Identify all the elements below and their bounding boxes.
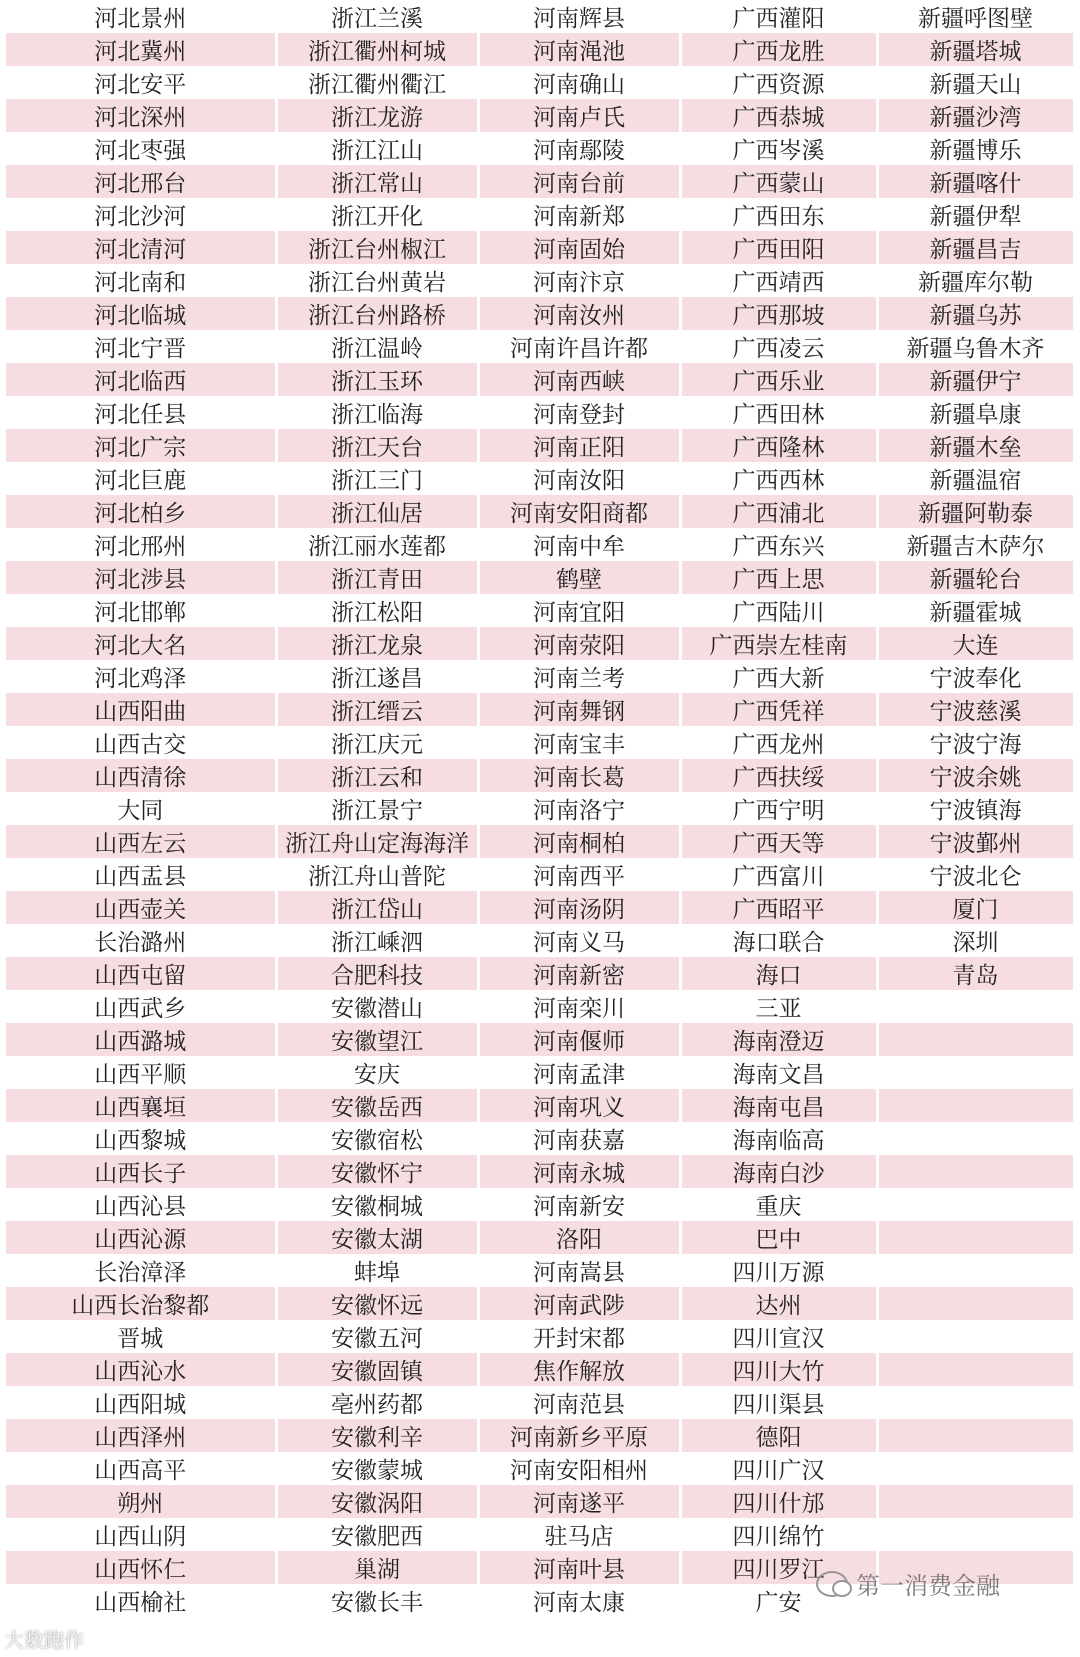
table-cell bbox=[877, 1419, 1074, 1452]
table-cell: 广西凌云 bbox=[680, 330, 877, 363]
table-cell: 广西田东 bbox=[680, 198, 877, 231]
table-cell bbox=[877, 1452, 1074, 1485]
table-cell: 浙江三门 bbox=[276, 462, 478, 495]
table-cell: 广西灌阳 bbox=[680, 0, 877, 33]
table-cell: 浙江江山 bbox=[276, 132, 478, 165]
table-cell: 广西蒙山 bbox=[680, 165, 877, 198]
table-cell: 重庆 bbox=[680, 1188, 877, 1221]
table-cell bbox=[877, 1155, 1074, 1188]
table-cell: 河北邢台 bbox=[6, 165, 276, 198]
table-cell: 山西沁县 bbox=[6, 1188, 276, 1221]
table-cell: 山西左云 bbox=[6, 825, 276, 858]
table-cell bbox=[877, 1386, 1074, 1419]
table-cell: 安徽长丰 bbox=[276, 1584, 478, 1617]
table-cell bbox=[877, 1122, 1074, 1155]
table-row bbox=[6, 660, 1074, 693]
table-cell bbox=[877, 1518, 1074, 1551]
table-row bbox=[6, 132, 1074, 165]
table-cell: 新疆沙湾 bbox=[877, 99, 1074, 132]
table-row bbox=[6, 594, 1074, 627]
table-cell: 新疆喀什 bbox=[877, 165, 1074, 198]
table-cell: 山西沁源 bbox=[6, 1221, 276, 1254]
table-cell: 广西恭城 bbox=[680, 99, 877, 132]
table-cell: 浙江台州黄岩 bbox=[276, 264, 478, 297]
table-row bbox=[6, 99, 1074, 132]
table-row bbox=[6, 1188, 1074, 1221]
table-cell: 河北邢州 bbox=[6, 528, 276, 561]
table-cell: 四川罗江 bbox=[680, 1551, 877, 1584]
table-cell: 海南澄迈 bbox=[680, 1023, 877, 1056]
table-cell: 深圳 bbox=[877, 924, 1074, 957]
table-cell: 浙江临海 bbox=[276, 396, 478, 429]
table-cell: 广西隆林 bbox=[680, 429, 877, 462]
table-cell: 山西黎城 bbox=[6, 1122, 276, 1155]
table-cell: 新疆乌苏 bbox=[877, 297, 1074, 330]
table-cell: 海南屯昌 bbox=[680, 1089, 877, 1122]
table-cell: 安徽怀宁 bbox=[276, 1155, 478, 1188]
table-cell: 河南桐柏 bbox=[478, 825, 680, 858]
table-cell: 四川广汉 bbox=[680, 1452, 877, 1485]
table-cell: 浙江景宁 bbox=[276, 792, 478, 825]
table-cell bbox=[877, 1287, 1074, 1320]
table-cell: 山西潞城 bbox=[6, 1023, 276, 1056]
table-cell bbox=[877, 1254, 1074, 1287]
table-cell: 河南巩义 bbox=[478, 1089, 680, 1122]
table-cell: 山西武乡 bbox=[6, 990, 276, 1023]
table-cell: 河南汤阴 bbox=[478, 891, 680, 924]
table-cell: 河北涉县 bbox=[6, 561, 276, 594]
table-cell: 河北深州 bbox=[6, 99, 276, 132]
table-cell: 新疆昌吉 bbox=[877, 231, 1074, 264]
table-cell: 河南义马 bbox=[478, 924, 680, 957]
table-cell: 合肥科技 bbox=[276, 957, 478, 990]
table-cell: 山西屯留 bbox=[6, 957, 276, 990]
table-cell: 四川绵竹 bbox=[680, 1518, 877, 1551]
table-cell: 广西那坡 bbox=[680, 297, 877, 330]
table-cell: 河南新乡平原 bbox=[478, 1419, 680, 1452]
table-cell: 河南西平 bbox=[478, 858, 680, 891]
table-row bbox=[6, 429, 1074, 462]
table-cell: 河南新密 bbox=[478, 957, 680, 990]
table-cell: 蚌埠 bbox=[276, 1254, 478, 1287]
table-row bbox=[6, 198, 1074, 231]
table-cell: 河北宁晋 bbox=[6, 330, 276, 363]
table-row bbox=[6, 792, 1074, 825]
table-cell: 河南汝州 bbox=[478, 297, 680, 330]
table-row bbox=[6, 462, 1074, 495]
table-cell: 河南荥阳 bbox=[478, 627, 680, 660]
table-cell bbox=[877, 1188, 1074, 1221]
table-cell: 河南登封 bbox=[478, 396, 680, 429]
table-cell: 新疆呼图壁 bbox=[877, 0, 1074, 33]
table-cell: 四川万源 bbox=[680, 1254, 877, 1287]
table-cell: 浙江舟山定海海洋 bbox=[276, 825, 478, 858]
table-row bbox=[6, 825, 1074, 858]
table-cell: 厦门 bbox=[877, 891, 1074, 924]
table-cell: 安徽固镇 bbox=[276, 1353, 478, 1386]
table-cell: 广西西林 bbox=[680, 462, 877, 495]
table-cell: 河南获嘉 bbox=[478, 1122, 680, 1155]
table-cell: 新疆木垒 bbox=[877, 429, 1074, 462]
table-row bbox=[6, 1353, 1074, 1386]
table-row bbox=[6, 1518, 1074, 1551]
table-cell: 浙江兰溪 bbox=[276, 0, 478, 33]
table-row bbox=[6, 1254, 1074, 1287]
table-cell: 河南新郑 bbox=[478, 198, 680, 231]
table-cell: 安徽肥西 bbox=[276, 1518, 478, 1551]
table-cell: 浙江天台 bbox=[276, 429, 478, 462]
watermark-right bbox=[816, 1566, 1000, 1601]
table-cell: 浙江嵊泗 bbox=[276, 924, 478, 957]
table-cell: 广西田阳 bbox=[680, 231, 877, 264]
table-cell: 山西平顺 bbox=[6, 1056, 276, 1089]
table-cell: 焦作解放 bbox=[478, 1353, 680, 1386]
table-cell: 广西崇左桂南 bbox=[680, 627, 877, 660]
table-cell: 四川什邡 bbox=[680, 1485, 877, 1518]
table-cell: 宁波镇海 bbox=[877, 792, 1074, 825]
table-row bbox=[6, 957, 1074, 990]
table-cell: 浙江舟山普陀 bbox=[276, 858, 478, 891]
table-row bbox=[6, 1089, 1074, 1122]
table-cell: 河北枣强 bbox=[6, 132, 276, 165]
table-cell: 河北临西 bbox=[6, 363, 276, 396]
table-cell: 河北柏乡 bbox=[6, 495, 276, 528]
table-row bbox=[6, 495, 1074, 528]
table-cell: 长治潞州 bbox=[6, 924, 276, 957]
table-cell bbox=[877, 1320, 1074, 1353]
table-cell: 四川大竹 bbox=[680, 1353, 877, 1386]
table-cell: 安徽桐城 bbox=[276, 1188, 478, 1221]
table-cell: 安徽涡阳 bbox=[276, 1485, 478, 1518]
table-cell: 山西沁水 bbox=[6, 1353, 276, 1386]
table-row bbox=[6, 1320, 1074, 1353]
table-cell: 河北邯郸 bbox=[6, 594, 276, 627]
table-row bbox=[6, 1485, 1074, 1518]
table-cell: 广安 bbox=[680, 1584, 877, 1617]
table-cell: 浙江台州椒江 bbox=[276, 231, 478, 264]
table-cell: 广西大新 bbox=[680, 660, 877, 693]
table-cell: 河南新安 bbox=[478, 1188, 680, 1221]
table-cell bbox=[877, 990, 1074, 1023]
table-cell: 宁波余姚 bbox=[877, 759, 1074, 792]
table-cell: 浙江衢州衢江 bbox=[276, 66, 478, 99]
table-cell: 山西长子 bbox=[6, 1155, 276, 1188]
table-cell: 新疆塔城 bbox=[877, 33, 1074, 66]
table-cell: 河南辉县 bbox=[478, 0, 680, 33]
table-cell: 河南嵩县 bbox=[478, 1254, 680, 1287]
table-row bbox=[6, 231, 1074, 264]
table-cell: 海南临高 bbox=[680, 1122, 877, 1155]
table-cell: 河南中牟 bbox=[478, 528, 680, 561]
table-cell: 河南确山 bbox=[478, 66, 680, 99]
table-row bbox=[6, 693, 1074, 726]
watermark-left: 大数跑作 bbox=[4, 1628, 84, 1652]
table-cell: 安徽太湖 bbox=[276, 1221, 478, 1254]
table-cell: 新疆乌鲁木齐 bbox=[877, 330, 1074, 363]
table-cell: 浙江庆元 bbox=[276, 726, 478, 759]
table-cell: 河北南和 bbox=[6, 264, 276, 297]
table-cell: 新疆伊犁 bbox=[877, 198, 1074, 231]
table-cell: 新疆温宿 bbox=[877, 462, 1074, 495]
table-cell: 河南汴京 bbox=[478, 264, 680, 297]
table-cell: 河北鸡泽 bbox=[6, 660, 276, 693]
wechat-icon bbox=[816, 1571, 848, 1597]
table-row bbox=[6, 1056, 1074, 1089]
table-cell: 新疆库尔勒 bbox=[877, 264, 1074, 297]
table-row bbox=[6, 165, 1074, 198]
table-cell: 山西阳曲 bbox=[6, 693, 276, 726]
table-cell: 新疆阜康 bbox=[877, 396, 1074, 429]
table-cell: 河北任县 bbox=[6, 396, 276, 429]
table-cell: 宁波宁海 bbox=[877, 726, 1074, 759]
table-cell: 山西长治黎都 bbox=[6, 1287, 276, 1320]
table-cell: 广西扶绥 bbox=[680, 759, 877, 792]
table-row bbox=[6, 726, 1074, 759]
table-cell: 安徽宿松 bbox=[276, 1122, 478, 1155]
table-row bbox=[6, 1023, 1074, 1056]
table-cell: 浙江开化 bbox=[276, 198, 478, 231]
table-cell: 河南正阳 bbox=[478, 429, 680, 462]
table-cell: 大连 bbox=[877, 627, 1074, 660]
table-cell bbox=[877, 1089, 1074, 1122]
table-cell: 浙江常山 bbox=[276, 165, 478, 198]
table-cell: 河南宜阳 bbox=[478, 594, 680, 627]
table-cell: 广西田林 bbox=[680, 396, 877, 429]
table-cell: 河北沙河 bbox=[6, 198, 276, 231]
table-cell: 浙江龙游 bbox=[276, 99, 478, 132]
table-cell: 河南范县 bbox=[478, 1386, 680, 1419]
table-cell bbox=[877, 1485, 1074, 1518]
table-cell: 广西宁明 bbox=[680, 792, 877, 825]
table-row bbox=[6, 330, 1074, 363]
table-cell: 广西东兴 bbox=[680, 528, 877, 561]
table-cell: 广西岑溪 bbox=[680, 132, 877, 165]
table-row bbox=[6, 363, 1074, 396]
table-cell: 山西山阴 bbox=[6, 1518, 276, 1551]
table-cell: 河南叶县 bbox=[478, 1551, 680, 1584]
table-cell: 河南渑池 bbox=[478, 33, 680, 66]
table-cell: 河南宝丰 bbox=[478, 726, 680, 759]
table-cell: 巢湖 bbox=[276, 1551, 478, 1584]
table-cell: 海南文昌 bbox=[680, 1056, 877, 1089]
table-cell: 巴中 bbox=[680, 1221, 877, 1254]
table-cell: 新疆吉木萨尔 bbox=[877, 528, 1074, 561]
city-table-body bbox=[6, 0, 1074, 1617]
table-cell: 朔州 bbox=[6, 1485, 276, 1518]
table-cell: 山西怀仁 bbox=[6, 1551, 276, 1584]
table-cell: 河北广宗 bbox=[6, 429, 276, 462]
table-cell: 安徽岳西 bbox=[276, 1089, 478, 1122]
table-row bbox=[6, 1419, 1074, 1452]
table-cell: 浙江温岭 bbox=[276, 330, 478, 363]
table-cell: 新疆天山 bbox=[877, 66, 1074, 99]
table-cell: 浙江缙云 bbox=[276, 693, 478, 726]
table-cell: 浙江丽水莲都 bbox=[276, 528, 478, 561]
table-cell: 浙江龙泉 bbox=[276, 627, 478, 660]
table-cell: 大同 bbox=[6, 792, 276, 825]
table-cell: 安徽利辛 bbox=[276, 1419, 478, 1452]
table-cell: 河南太康 bbox=[478, 1584, 680, 1617]
table-row bbox=[6, 528, 1074, 561]
table-cell: 安徽潜山 bbox=[276, 990, 478, 1023]
table-cell: 山西古交 bbox=[6, 726, 276, 759]
table-cell: 广西天等 bbox=[680, 825, 877, 858]
table-cell bbox=[877, 1353, 1074, 1386]
table-cell bbox=[877, 1221, 1074, 1254]
table-cell: 鹤壁 bbox=[478, 561, 680, 594]
table-cell: 宁波鄞州 bbox=[877, 825, 1074, 858]
table-cell: 河北大名 bbox=[6, 627, 276, 660]
table-cell: 广西上思 bbox=[680, 561, 877, 594]
table-cell: 浙江青田 bbox=[276, 561, 478, 594]
table-row bbox=[6, 1386, 1074, 1419]
table-cell: 晋城 bbox=[6, 1320, 276, 1353]
table-cell: 浙江岱山 bbox=[276, 891, 478, 924]
table-row bbox=[6, 1221, 1074, 1254]
table-cell: 浙江遂昌 bbox=[276, 660, 478, 693]
table-cell: 河南舞钢 bbox=[478, 693, 680, 726]
table-cell: 德阳 bbox=[680, 1419, 877, 1452]
table-row bbox=[6, 1287, 1074, 1320]
table-cell: 广西昭平 bbox=[680, 891, 877, 924]
table-cell: 山西襄垣 bbox=[6, 1089, 276, 1122]
table-cell: 河南固始 bbox=[478, 231, 680, 264]
table-cell bbox=[877, 1023, 1074, 1056]
table-cell: 广西龙胜 bbox=[680, 33, 877, 66]
table-cell: 河南遂平 bbox=[478, 1485, 680, 1518]
table-cell: 河北冀州 bbox=[6, 33, 276, 66]
table-cell: 河南汝阳 bbox=[478, 462, 680, 495]
table-cell: 海口联合 bbox=[680, 924, 877, 957]
table-cell: 新疆霍城 bbox=[877, 594, 1074, 627]
table-cell: 河南安阳相州 bbox=[478, 1452, 680, 1485]
table-cell: 河南武陟 bbox=[478, 1287, 680, 1320]
table-cell: 宁波北仑 bbox=[877, 858, 1074, 891]
table-cell: 四川渠县 bbox=[680, 1386, 877, 1419]
table-cell: 开封宋都 bbox=[478, 1320, 680, 1353]
table-cell: 河南台前 bbox=[478, 165, 680, 198]
table-cell: 海口 bbox=[680, 957, 877, 990]
table-cell: 驻马店 bbox=[478, 1518, 680, 1551]
table-row bbox=[6, 990, 1074, 1023]
table-cell: 浙江仙居 bbox=[276, 495, 478, 528]
table-cell: 河南兰考 bbox=[478, 660, 680, 693]
table-row bbox=[6, 0, 1074, 33]
table-row bbox=[6, 924, 1074, 957]
table-row bbox=[6, 627, 1074, 660]
table-cell: 山西壶关 bbox=[6, 891, 276, 924]
table-cell: 三亚 bbox=[680, 990, 877, 1023]
table-cell: 海南白沙 bbox=[680, 1155, 877, 1188]
table-row bbox=[6, 264, 1074, 297]
table-cell: 宁波奉化 bbox=[877, 660, 1074, 693]
table-cell: 河南卢氏 bbox=[478, 99, 680, 132]
table-row bbox=[6, 66, 1074, 99]
table-cell: 安徽蒙城 bbox=[276, 1452, 478, 1485]
table-cell: 广西靖西 bbox=[680, 264, 877, 297]
table-cell: 河北巨鹿 bbox=[6, 462, 276, 495]
table-cell: 河南长葛 bbox=[478, 759, 680, 792]
table-cell: 河南孟津 bbox=[478, 1056, 680, 1089]
table-row bbox=[6, 858, 1074, 891]
table-cell: 河南偃师 bbox=[478, 1023, 680, 1056]
table-cell: 山西盂县 bbox=[6, 858, 276, 891]
table-cell: 青岛 bbox=[877, 957, 1074, 990]
table-cell: 河北临城 bbox=[6, 297, 276, 330]
table-cell: 广西龙州 bbox=[680, 726, 877, 759]
table-cell: 浙江台州路桥 bbox=[276, 297, 478, 330]
table-cell: 宁波慈溪 bbox=[877, 693, 1074, 726]
table-cell: 河北清河 bbox=[6, 231, 276, 264]
table-cell: 新疆阿勒泰 bbox=[877, 495, 1074, 528]
table-cell: 浙江云和 bbox=[276, 759, 478, 792]
table-cell: 安徽怀远 bbox=[276, 1287, 478, 1320]
table-row bbox=[6, 33, 1074, 66]
table-cell: 山西清徐 bbox=[6, 759, 276, 792]
table-cell: 亳州药都 bbox=[276, 1386, 478, 1419]
table-cell: 山西阳城 bbox=[6, 1386, 276, 1419]
city-table bbox=[6, 0, 1076, 1617]
table-cell: 达州 bbox=[680, 1287, 877, 1320]
table-cell: 广西陆川 bbox=[680, 594, 877, 627]
table-row bbox=[6, 1155, 1074, 1188]
table-row bbox=[6, 759, 1074, 792]
table-cell: 山西榆社 bbox=[6, 1584, 276, 1617]
table-cell: 浙江玉环 bbox=[276, 363, 478, 396]
table-row bbox=[6, 1122, 1074, 1155]
table-row bbox=[6, 561, 1074, 594]
table-cell: 广西凭祥 bbox=[680, 693, 877, 726]
table-cell: 安徽望江 bbox=[276, 1023, 478, 1056]
table-cell: 洛阳 bbox=[478, 1221, 680, 1254]
table-cell: 河南永城 bbox=[478, 1155, 680, 1188]
table-cell: 长治漳泽 bbox=[6, 1254, 276, 1287]
table-row bbox=[6, 1452, 1074, 1485]
table-cell: 山西泽州 bbox=[6, 1419, 276, 1452]
table-cell: 广西资源 bbox=[680, 66, 877, 99]
table-cell: 浙江松阳 bbox=[276, 594, 478, 627]
table-cell: 河南洛宁 bbox=[478, 792, 680, 825]
table-cell: 广西乐业 bbox=[680, 363, 877, 396]
table-cell: 新疆博乐 bbox=[877, 132, 1074, 165]
table-row bbox=[6, 297, 1074, 330]
table-row bbox=[6, 891, 1074, 924]
table-cell: 河南许昌许都 bbox=[478, 330, 680, 363]
table-cell: 新疆轮台 bbox=[877, 561, 1074, 594]
table-cell: 新疆伊宁 bbox=[877, 363, 1074, 396]
table-cell: 广西浦北 bbox=[680, 495, 877, 528]
table-cell: 安徽五河 bbox=[276, 1320, 478, 1353]
table-cell bbox=[877, 1056, 1074, 1089]
table-cell: 河北景州 bbox=[6, 0, 276, 33]
table-cell: 山西高平 bbox=[6, 1452, 276, 1485]
table-cell: 河北安平 bbox=[6, 66, 276, 99]
table-cell: 河南西峡 bbox=[478, 363, 680, 396]
table-cell: 广西富川 bbox=[680, 858, 877, 891]
table-cell: 河南安阳商都 bbox=[478, 495, 680, 528]
watermark-right-text: 第一消费金融 bbox=[856, 1572, 1000, 1600]
table-cell: 浙江衢州柯城 bbox=[276, 33, 478, 66]
table-row bbox=[6, 396, 1074, 429]
table-cell: 河南栾川 bbox=[478, 990, 680, 1023]
table-cell: 安庆 bbox=[276, 1056, 478, 1089]
table-cell: 河南鄢陵 bbox=[478, 132, 680, 165]
table-cell: 四川宣汉 bbox=[680, 1320, 877, 1353]
